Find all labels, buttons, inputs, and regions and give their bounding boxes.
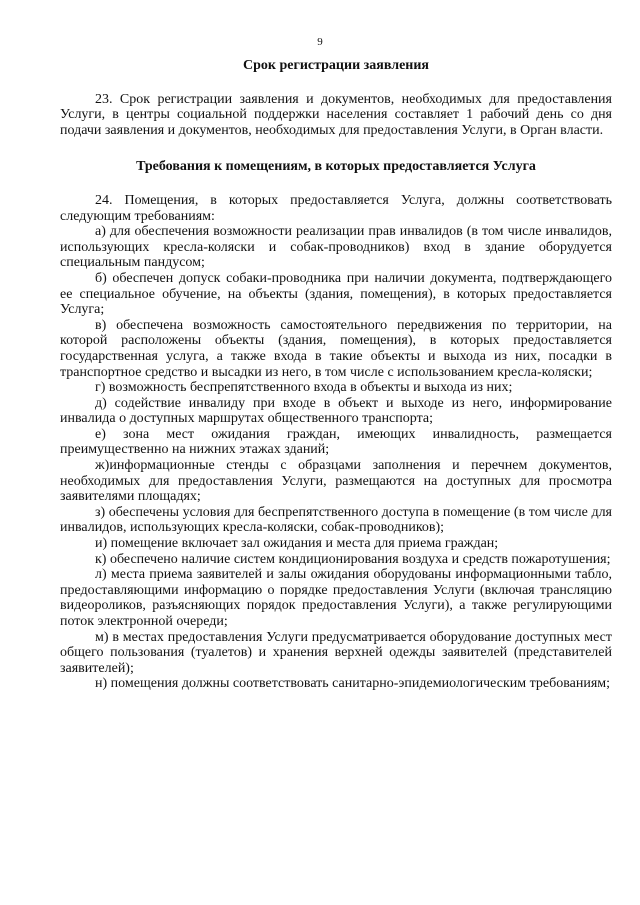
document-body xyxy=(60,58,612,692)
list-item-i: и) помещение включает зал ожидания и места для приема граждан; xyxy=(95,536,499,552)
list-item-zh: ж)информационные стенды с образцами заполнения и перечнем документов, необходимых для предоставления Услуги, размещаются на доступных для просмотра заявителями площадях; xyxy=(60,458,612,505)
list-item-a: а) для обеспечения возможности реализации прав инвалидов (в том числе инвалидов, использующих кресла-коляски и собак-проводников) вход в здание оборудуется специальным пандусом; xyxy=(60,224,612,271)
page-number: 9 xyxy=(317,36,323,48)
section-heading-premises-requirements: Требования к помещениям, в которых предоставляется Услуга xyxy=(136,159,536,175)
list-item-l: л) места приема заявителей и залы ожидания оборудованы информационными табло, предоставляющими информацию о порядке предоставления Услуги (включая трансляцию видеороликов, разъясняющих порядок предоставления Услуги), а также регулирующими поток электронной очереди; xyxy=(60,567,612,629)
list-item-v: в) обеспечена возможность самостоятельного передвижения по территории, на которой расположены объекты (здания, помещения), в которых предоставляется государственная услуга, а также входа в такие объекты и выхода из них, посадки в транспортное средство и высадки из него, в том числе с использованием кресла-коляски; xyxy=(60,317,612,380)
list-item-z: з) обеспечены условия для беспрепятственного доступа в помещение (в том числе для инвалидов, использующих кресла-коляски, собак-проводников); xyxy=(60,504,612,536)
list-item-m: м) в местах предоставления Услуги предусматривается оборудование доступных мест общего пользования (туалетов) и хранения верхней одежды заявителей (представителей заявителей); xyxy=(60,629,612,676)
paragraph-23: 23. Срок регистрации заявления и документов, необходимых для предоставления Услуги, в центры социальной поддержки населения составляет 1 рабочий день со дня подачи заявления и документов, необходимых для предоставления Услуги, в Орган власти. xyxy=(60,91,612,138)
list-item-d: д) содействие инвалиду при входе в объект и выходе из него, информирование инвалида о доступных маршрутах общественного транспорта; xyxy=(60,395,612,427)
list-item-b: б) обеспечен допуск собаки-проводника при наличии документа, подтверждающего ее специальное обучение, на объекты (здания, помещения), в которых предоставляется Услуга; xyxy=(60,270,612,318)
list-item-n: н) помещения должны соответствовать санитарно-эпидемиологическим требованиям; xyxy=(95,676,611,692)
section-heading-registration-term: Срок регистрации заявления xyxy=(243,58,429,73)
paragraph-24-intro: 24. Помещения, в которых предоставляется Услуга, должны соответствовать следующим требованиям: xyxy=(60,192,612,224)
list-item-e: е) зона мест ожидания граждан, имеющих инвалидность, размещается преимущественно на нижних этажах зданий; xyxy=(60,426,612,458)
list-item-g: г) возможность беспрепятственного входа в объекты и выхода из них; xyxy=(95,380,513,396)
list-item-k: к) обеспечено наличие систем кондиционирования воздуха и средств пожаротушения; xyxy=(95,551,611,567)
